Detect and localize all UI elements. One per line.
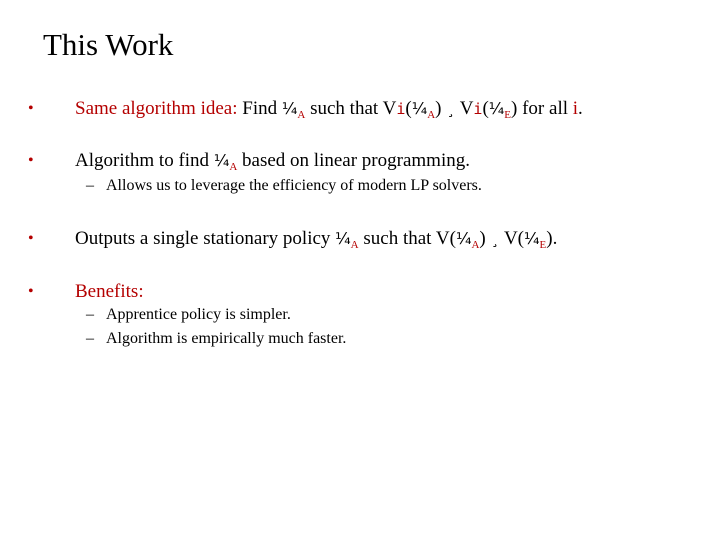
value-v: V( [503, 228, 524, 249]
for-all-text: for all [522, 98, 569, 119]
bullet-text: Outputs a single stationary policy [75, 228, 331, 249]
sub-bullet-text: Apprentice policy is simpler. [106, 306, 291, 323]
paren-open: ( [482, 98, 489, 119]
pi-symbol: ¼ [281, 99, 298, 118]
bullet-content [75, 149, 470, 173]
subscript-a: A [427, 109, 436, 121]
paren-open: ( [405, 98, 412, 119]
paren-close: ) [511, 98, 518, 119]
sub-marker: – [86, 330, 94, 347]
index-i: i [572, 98, 579, 119]
relation-symbol: ¸ [490, 230, 500, 248]
subscript-e: E [539, 239, 547, 251]
subscript-a: A [350, 239, 359, 251]
bullet-prefix: Same algorithm idea: [75, 98, 238, 119]
subscript-e: E [504, 109, 512, 121]
paren-close: ) [435, 98, 442, 119]
sub-marker: – [86, 177, 94, 194]
sub-bullet-text: Algorithm is empirically much faster. [106, 330, 347, 347]
sub-bullet-text: Allows us to leverage the efficiency of modern LP solvers. [106, 177, 482, 194]
bullet-marker: • [28, 283, 34, 300]
relation-symbol: ¸ [446, 100, 456, 118]
slide-title: This Work [43, 27, 174, 62]
bullet-content [75, 97, 583, 121]
pi-symbol: ¼ [411, 99, 428, 118]
subscript-a: A [297, 109, 306, 121]
value-v: V [459, 98, 474, 119]
value-v: V [382, 98, 397, 119]
bullet-text: Algorithm to find [75, 150, 210, 171]
index-i: i [396, 100, 406, 118]
index-i: i [473, 100, 483, 118]
bullet-marker: • [28, 230, 34, 247]
bullet-marker: • [28, 100, 34, 117]
pi-symbol: ¼ [335, 229, 351, 248]
pi-symbol: ¼ [488, 99, 505, 118]
pi-symbol: ¼ [213, 151, 230, 170]
sub-marker: – [86, 306, 94, 323]
subscript-a: A [229, 161, 238, 173]
bullet-marker: • [28, 152, 34, 169]
find-text: Find [242, 98, 278, 119]
subscript-a: A [471, 239, 480, 251]
such-that-text: such that [363, 228, 432, 249]
pi-symbol: ¼ [524, 229, 540, 248]
paren-close: ) [479, 228, 486, 249]
bullet-text: based on linear programming. [242, 150, 470, 171]
benefits-label: Benefits: [75, 281, 144, 302]
bullet-content [75, 227, 557, 251]
such-that-text: such that [310, 98, 379, 119]
paren-close: ). [546, 228, 558, 249]
period: . [578, 98, 583, 119]
pi-symbol: ¼ [455, 229, 472, 248]
value-v: V( [435, 228, 456, 249]
